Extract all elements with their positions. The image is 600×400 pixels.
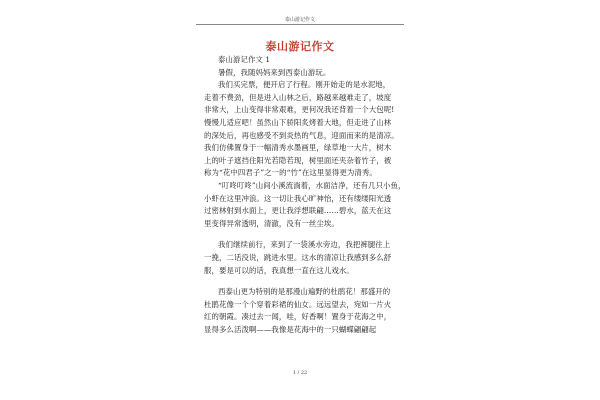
paragraph-gap: [204, 230, 396, 239]
paragraph-line: 上的叶子遮挡住阳光若隐若现，树里面还夹杂着竹子，被: [204, 155, 392, 165]
paragraph-line: 的深处后，再也感受不到炎热的气息，迎面而来的是清凉。: [204, 130, 399, 140]
paragraph-line: 服，要是可以的话，我真想一直在这儿戏水。: [204, 265, 354, 275]
paragraph-line: 我们仿佛置身于一幅清秀水墨画里，绿草地一大片，树木: [204, 143, 392, 153]
paragraph-line: 显得多么活泼啊——我像是花海中的一只蝴蝶翩翩起: [204, 324, 377, 334]
paragraph-line: “叮咚叮咚”山间小溪流淌着，水面洁净，还有几只小鱼，: [218, 180, 406, 190]
paragraph-line: 红的朝霞。凑过去一闻，哇，好香啊！置身于花海之中，: [204, 312, 392, 322]
paragraph-line: 暑假，我随妈妈来到西泰山游玩。: [218, 67, 331, 77]
paragraph-line: 过密林射到水面上，更让我浮想联翩……碧水，蓝天在这: [204, 206, 392, 216]
paragraph-line: 一挽，二话没说，跳进水里。这水的清凉让我感到多么舒: [204, 252, 392, 262]
header-divider: [196, 24, 404, 25]
paragraph-line: 我们继续前行，来到了一袋溪水旁边，我把裤腿往上: [218, 240, 391, 250]
page-header: 泰山游记作文: [284, 17, 315, 23]
page-number: 1 / 22: [292, 370, 308, 376]
paragraph-gap: [204, 277, 396, 286]
paragraph-line: 称为“花中四君子”之一的“竹”在这里显得更为清秀。: [204, 168, 377, 178]
paragraph-line: 西泰山更为特别的是那漫山遍野的杜鹃花！那盛开的: [218, 287, 391, 297]
paragraph-line: 小虾在这里冲浪。这一切让我心旷神怡，还有缕缕阳光透: [204, 193, 392, 203]
paragraph-line: 走着不费劲，但是进入山林之后，路越来越难走了，坡度: [204, 92, 392, 102]
paragraph-line: 里变得异常透明，清澈，没有一丝尘埃。: [204, 218, 339, 228]
paragraph-line: 慢慢儿适应吧！虽然山下骄阳炙烤着大地，但走进了山林: [204, 117, 392, 127]
section-heading: 泰山游记作文 1: [218, 55, 271, 64]
paragraph-line: 我们买完票，便开启了行程。刚开始走的是水泥地，: [218, 80, 391, 90]
paragraph-line: 非常大，上山变得非常艰难，更何况我还背着一个大包呢!: [204, 105, 395, 115]
document-body: [204, 54, 406, 336]
paragraph-line: 杜鹃花像一个个穿着彩裙的仙女。远远望去，宛如一片火: [204, 299, 392, 309]
document-title: 泰山游记作文: [265, 40, 335, 53]
